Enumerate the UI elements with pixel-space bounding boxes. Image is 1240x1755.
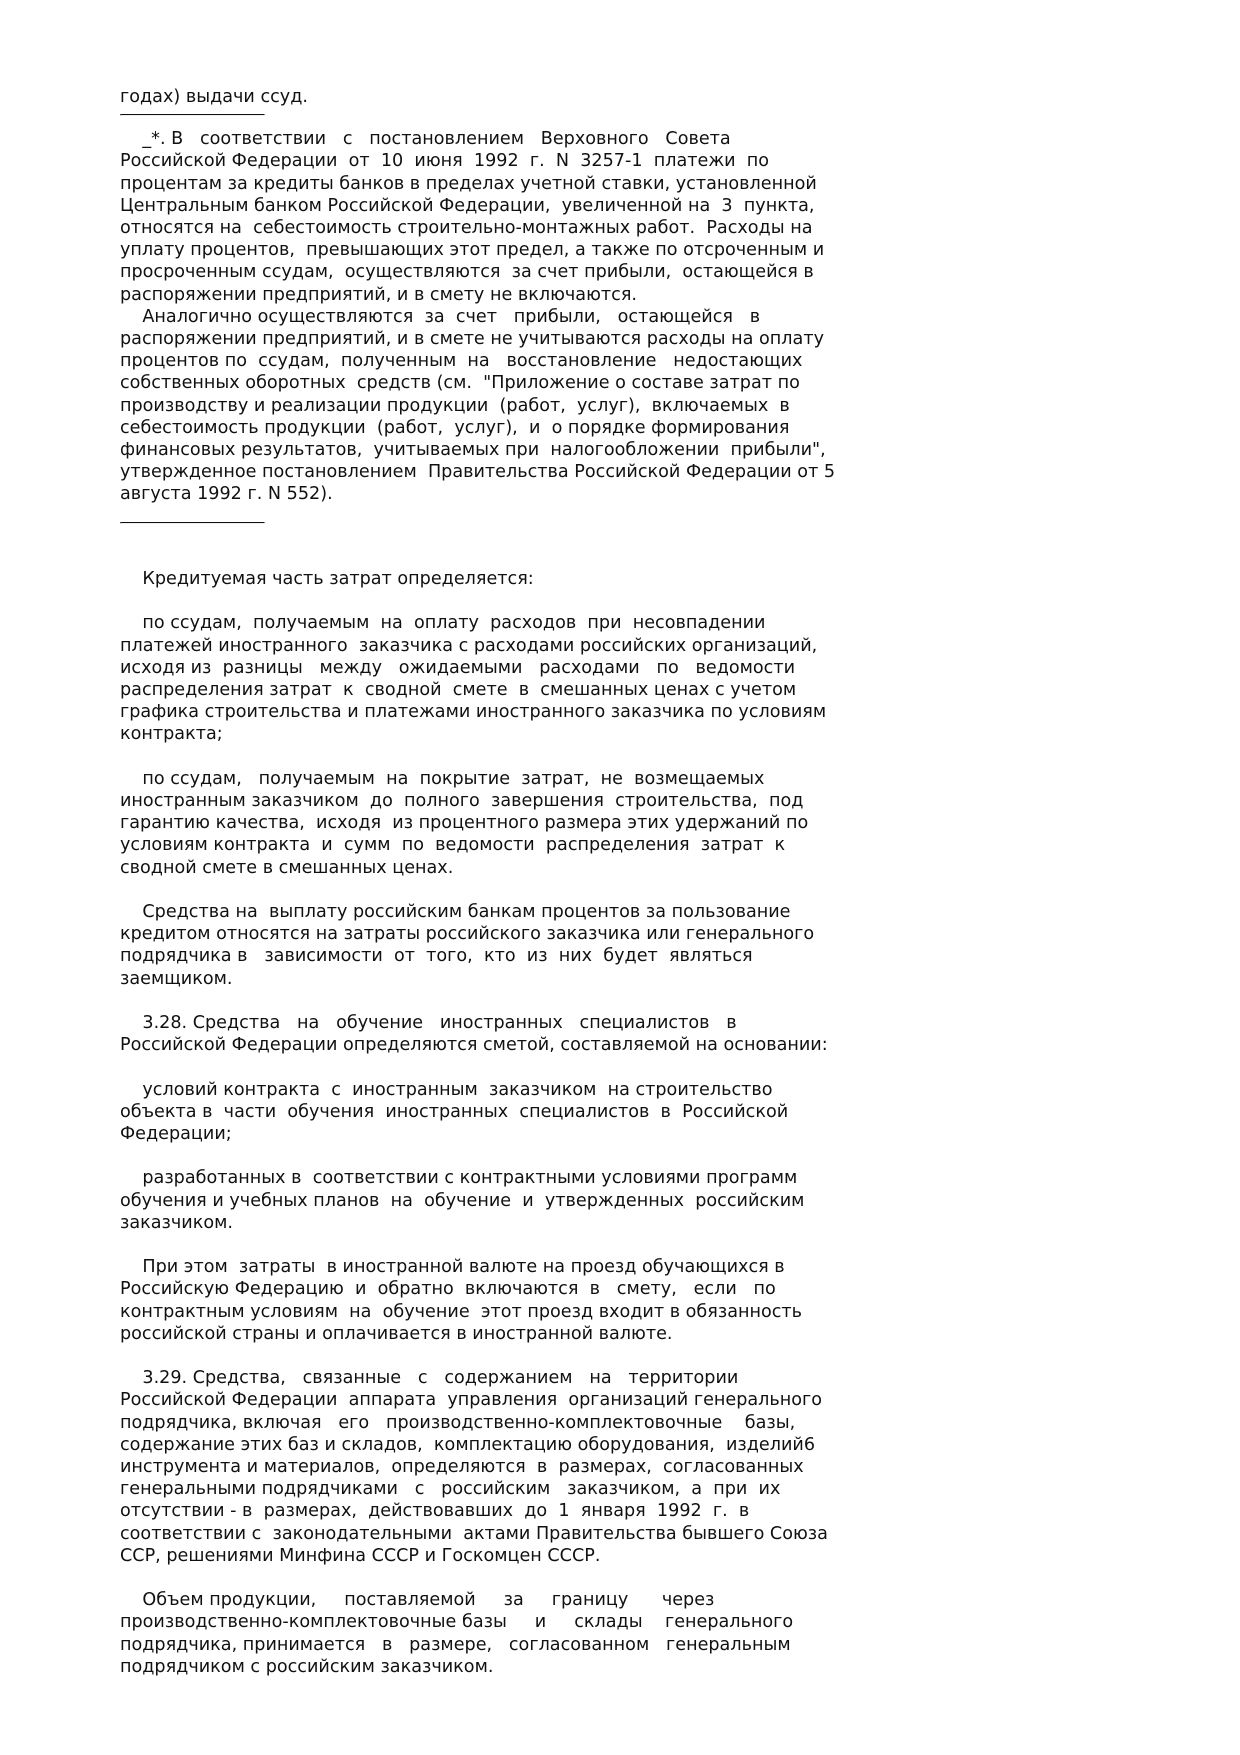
text-line: распределения затрат к сводной смете в смешанных ценах с учетом: [120, 680, 797, 701]
text-line: 3.29. Средства, связанные с содержанием на территории: [120, 1368, 739, 1389]
text-line: Российской Федерации определяются сметой, составляемой на основании:: [120, 1035, 828, 1056]
text-line: контракта;: [120, 724, 223, 745]
text-line: 3.28. Средства на обучение иностранных специалистов в: [120, 1013, 737, 1034]
text-line: утвержденное постановлением Правительства Российской Федерации от 5: [120, 462, 836, 483]
text-line: Аналогично осуществляются за счет прибыли, остающейся в: [120, 306, 761, 327]
text-line: производству и реализации продукции (работ, услуг), включаемых в: [120, 395, 790, 416]
text-line: распоряжении предприятий, и в смете не учитываются расходы на оплату: [120, 329, 824, 350]
text-line: заемщиком.: [120, 968, 233, 989]
document-page: [120, 86, 900, 1678]
text-line: сводной смете в смешанных ценах.: [120, 857, 454, 878]
text-line: гарантию качества, исходя из процентного размера этих удержаний по: [120, 813, 809, 834]
text-line: отсутствии - в размерах, действовавших до 1 января 1992 г. в: [120, 1501, 750, 1522]
text-line: уплату процентов, превышающих этот предел, а также по отсроченным и: [120, 240, 825, 261]
text-line: подрядчика в зависимости от того, кто из них будет являться: [120, 946, 753, 967]
text-line: распоряжении предприятий, и в смету не включаются.: [120, 284, 637, 305]
text-line: иностранным заказчиком до полного завершения строительства, под: [120, 791, 804, 812]
text-line: по ссудам, получаемым на оплату расходов при несовпадении: [120, 613, 766, 634]
text-line: контрактным условиям на обучение этот проезд входит в обязанность: [120, 1301, 803, 1322]
text-line: графика строительства и платежами иностранного заказчика по условиям: [120, 702, 827, 723]
text-line: условиям контракта и сумм по ведомости распределения затрат к: [120, 835, 786, 856]
text-line: Средства на выплату российским банкам процентов за пользование: [120, 902, 791, 923]
text-line: соответствии с законодательными актами Правительства бывшего Союза: [120, 1523, 828, 1544]
text-line: производственно-комплектовочные базы и склады генерального: [120, 1612, 794, 1633]
text-line: обучения и учебных планов на обучение и утвержденных российским: [120, 1190, 805, 1211]
text-line: Кредитуемая часть затрат определяется:: [120, 569, 534, 590]
text-line: себестоимость продукции (работ, услуг), и о порядке формирования: [120, 417, 790, 438]
footnote-separator: [120, 114, 265, 116]
text-line: по ссудам, получаемым на покрытие затрат, не возмещаемых: [120, 768, 765, 789]
text-line: просроченным ссудам, осуществляются за счет прибыли, остающейся в: [120, 262, 814, 283]
text-line: объекта в части обучения иностранных специалистов в Российской: [120, 1101, 789, 1122]
text-line: разработанных в соответствии с контрактными условиями программ: [120, 1168, 798, 1189]
text-line: подрядчика, включая его производственно-комплектовочные базы,: [120, 1412, 796, 1433]
text-line: исходя из разницы между ожидаемыми расходами по ведомости: [120, 657, 796, 678]
text-line: финансовых результатов, учитываемых при налогообложении прибыли",: [120, 440, 826, 461]
text-line: подрядчиком с российским заказчиком.: [120, 1656, 494, 1677]
text-line: относятся на себестоимость строительно-монтажных работ. Расходы на: [120, 218, 813, 239]
text-line: Российской Федерации от 10 июня 1992 г. N 3257-1 платежи по: [120, 151, 770, 172]
text-line: содержание этих баз и складов, комплектацию оборудования, изделий6: [120, 1434, 816, 1455]
text-line: процентам за кредиты банков в пределах учетной ставки, установленной: [120, 173, 817, 194]
text-line: заказчиком.: [120, 1212, 233, 1233]
text-line: платежей иностранного заказчика с расходами российских организаций,: [120, 635, 818, 656]
text-line: августа 1992 г. N 552).: [120, 484, 333, 505]
text-line: ССР, решениями Минфина СССР и Госкомцен СССР.: [120, 1545, 601, 1566]
text-line: Российскую Федерацию и обратно включаются в смету, если по: [120, 1279, 776, 1300]
text-line: Объем продукции, поставляемой за границу через: [120, 1590, 715, 1611]
text-line: инструмента и материалов, определяются в размерах, согласованных: [120, 1457, 804, 1478]
text-line: подрядчика, принимается в размере, согласованном генеральным: [120, 1634, 791, 1655]
text-line: российской страны и оплачивается в иностранной валюте.: [120, 1323, 673, 1344]
text-line: собственных оборотных средств (см. "Приложение о составе затрат по: [120, 373, 800, 394]
text-line: генеральными подрядчиками с российским заказчиком, а при их: [120, 1479, 781, 1500]
text-line: кредитом относятся на затраты российского заказчика или генерального: [120, 924, 815, 945]
footnote: [120, 128, 900, 505]
text-line: условий контракта с иностранным заказчиком на строительство: [120, 1079, 773, 1100]
text-line: _*. В соответствии с постановлением Верховного Совета: [120, 129, 731, 150]
text-line: Российской Федерации аппарата управления организаций генерального: [120, 1390, 823, 1411]
text-line: процентов по ссудам, полученным на восстановление недостающих: [120, 351, 803, 372]
text-line: годах) выдачи ссуд.: [120, 87, 308, 107]
text-line: Центральным банком Российской Федерации, увеличенной на 3 пункта,: [120, 195, 815, 216]
text-line: При этом затраты в иностранной валюте на проезд обучающихся в: [120, 1257, 785, 1278]
text-line: Федерации;: [120, 1124, 232, 1145]
